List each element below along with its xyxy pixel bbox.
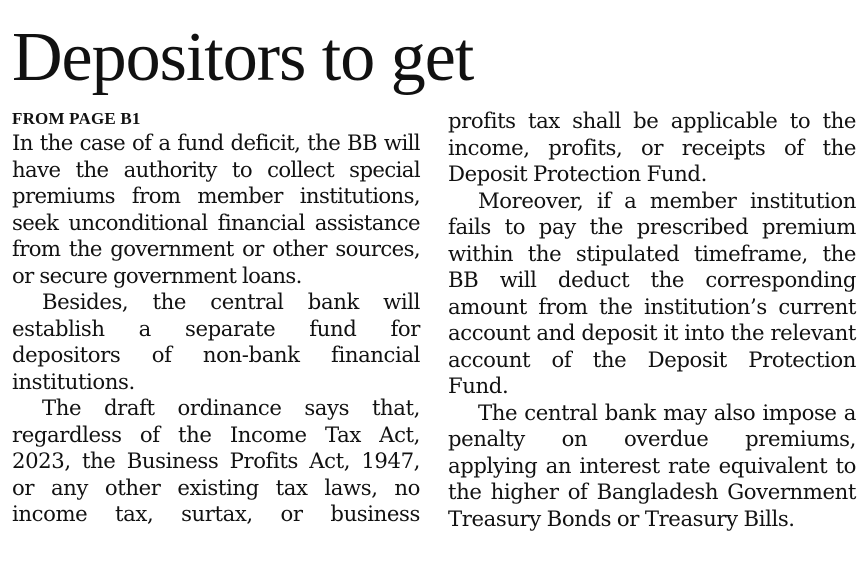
paragraph-profits-tax: profits tax shall be applicable to the income, profits, or receipts of the Deposit Protection Fund. (448, 108, 856, 186)
article-headline: Depositors to get (12, 19, 474, 96)
paragraph-draft-ordinance: The draft ordinance says that, regardless of the Income Tax Act, 2023, the Business Profits Act, 1947, or any other existing tax laws, no income tax, surtax, or business (12, 395, 420, 526)
paragraph-penalty: The central bank may also impose a penalty on overdue premiums, applying an interest rate equivalent to the higher of Bangladesh Government Treasury Bonds or Treasury Bills. (448, 399, 856, 531)
paragraph-separate-fund: Besides, the central bank will establish a separate fund for depositors of non-bank financial institutions. (12, 289, 420, 394)
article-column-right (448, 108, 856, 532)
article-column-left (12, 108, 420, 528)
paragraph-member-institution: Moreover, if a member institution fails to pay the prescribed premium within the stipulated timeframe, the BB will deduct the corresponding amount from the institution’s current account and deposit it into the relevant account of the Deposit Protection Fund. (448, 187, 856, 398)
paragraph-fund-deficit: In the case of a fund deficit, the BB will have the authority to collect special premiums from member institutions, seek unconditional financial assistance from the government or other sources, or secure government loans. (12, 130, 420, 288)
jump-line: FROM PAGE B1 (12, 109, 141, 128)
